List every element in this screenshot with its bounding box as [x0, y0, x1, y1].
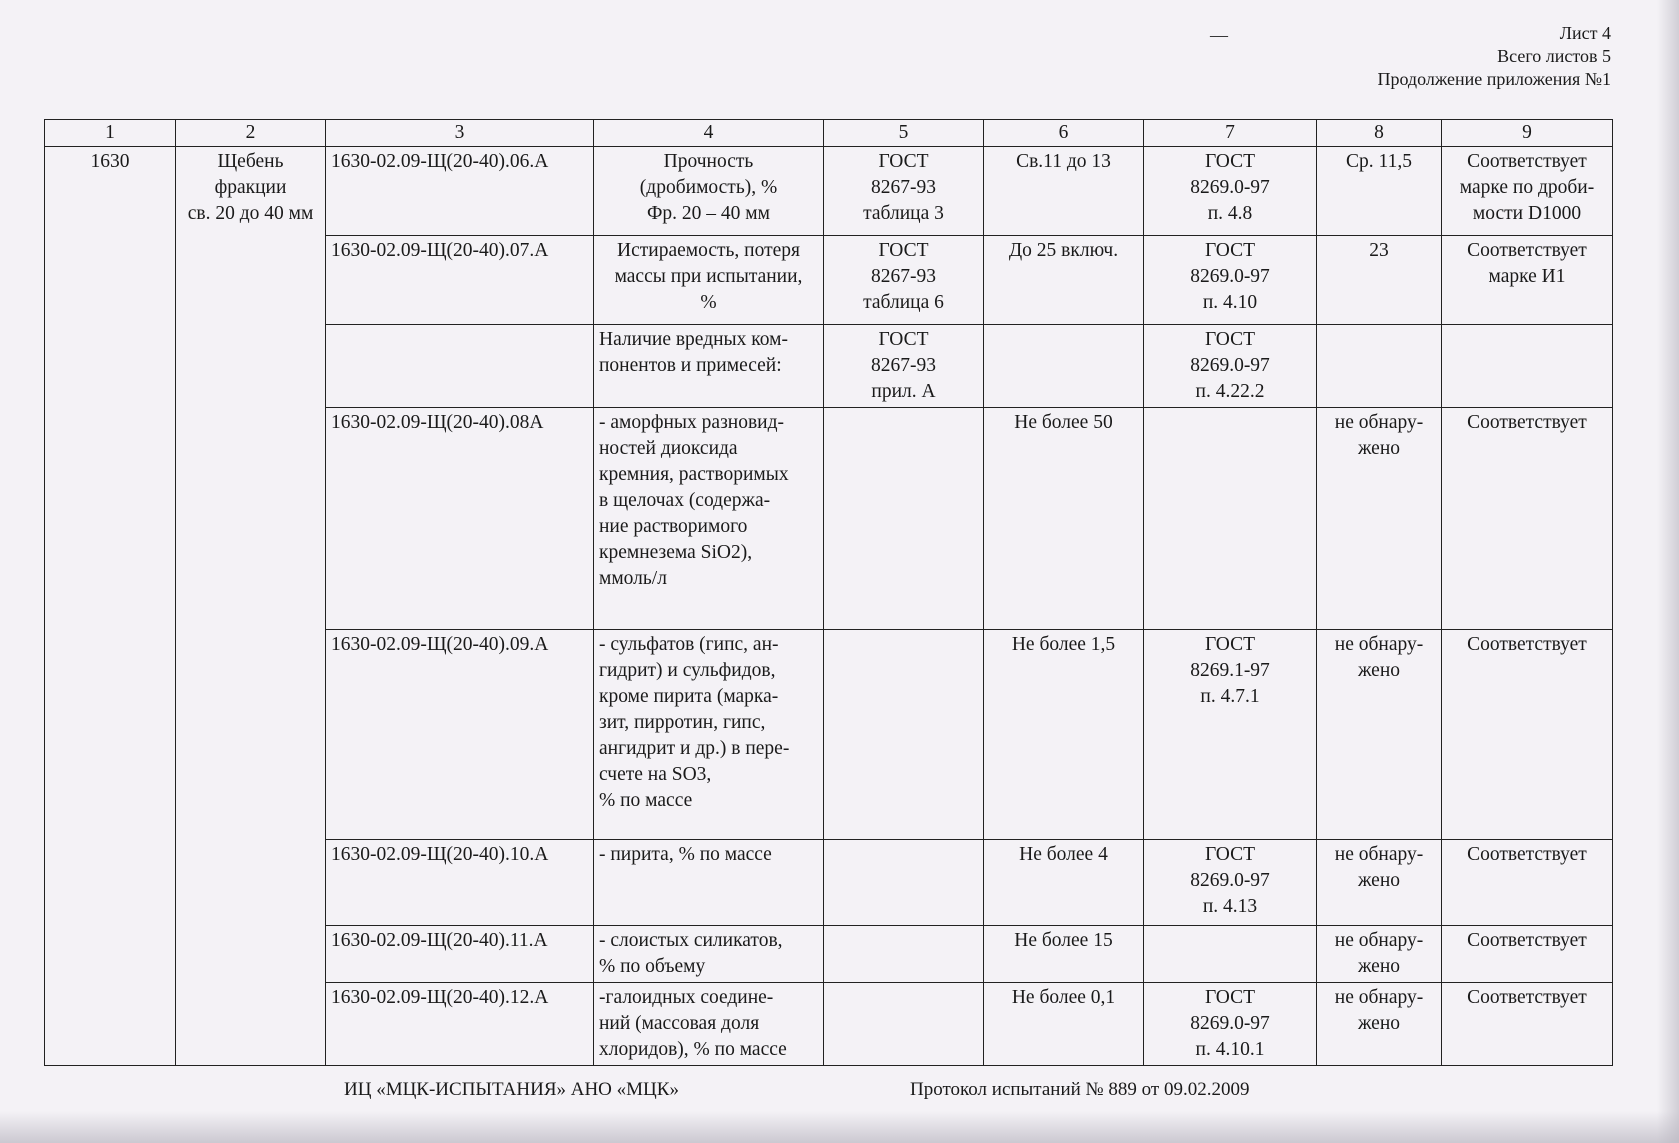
- spec-document-cell: [824, 325, 984, 408]
- conclusion-line: мости D1000: [1472, 203, 1582, 224]
- requirement-cell: [984, 147, 1144, 236]
- appendix-continuation: Продолжение приложения №1: [1377, 69, 1611, 89]
- conclusion-cell: [1442, 147, 1613, 236]
- conclusion-cell: [1442, 236, 1613, 325]
- conclusion-line: Соответствует: [1467, 930, 1587, 951]
- result-cell: [1317, 983, 1442, 1066]
- method-document-cell: [1144, 630, 1317, 840]
- total-sheets: Всего листов 5: [1497, 46, 1611, 66]
- sample-code-cell: [326, 408, 594, 630]
- conclusion-line: Соответствует: [1467, 412, 1587, 433]
- characteristic-cell: [594, 983, 824, 1066]
- characteristic-cell: [594, 630, 824, 840]
- column-number: 9: [1442, 120, 1613, 147]
- requirement-value: До 25 включ.: [1008, 240, 1119, 261]
- spec-document-line: 8267-93: [871, 177, 936, 198]
- conclusion-line: Соответствует: [1467, 844, 1587, 865]
- column-number: 3: [326, 120, 594, 147]
- characteristic-line: - аморфных разновид-: [599, 412, 785, 433]
- column-number: 7: [1144, 120, 1317, 147]
- requirement-cell: [984, 325, 1144, 408]
- characteristic-line: кремнезема SiO2),: [599, 542, 753, 563]
- table-body: [45, 147, 1613, 1066]
- method-document-line: ГОСТ: [1204, 987, 1256, 1008]
- sample-code: 1630-02.09-Щ(20-40).11.А: [331, 930, 548, 951]
- result-cell: [1317, 630, 1442, 840]
- requirement-value: Не более 15: [1014, 930, 1113, 951]
- result-value: не обнару- жено: [1334, 634, 1424, 681]
- result-cell: [1317, 840, 1442, 926]
- characteristic-line: ний (массовая доля: [599, 1013, 760, 1034]
- result-cell: [1317, 408, 1442, 630]
- product-name-line: Щебень: [217, 151, 284, 172]
- conclusion-line: Соответствует: [1467, 634, 1587, 655]
- product-cell: [176, 147, 326, 1066]
- requirement-value: Св.11 до 13: [1016, 151, 1111, 172]
- characteristic-line: ммоль/л: [599, 568, 667, 589]
- characteristic-line: -галоидных соедине-: [599, 987, 774, 1008]
- method-document-cell: [1144, 147, 1317, 236]
- conclusion-line: Соответствует: [1467, 240, 1587, 261]
- sample-code: 1630-02.09-Щ(20-40).08А: [331, 412, 544, 433]
- characteristic-line: %: [700, 292, 717, 313]
- spec-document-cell: [824, 236, 984, 325]
- method-document-line: п. 4.8: [1207, 203, 1253, 224]
- requirement-value: Не более 4: [1019, 844, 1108, 865]
- spec-document-line: ГОСТ: [878, 151, 929, 172]
- characteristic-line: гидрит) и сульфидов,: [599, 660, 776, 681]
- conclusion-cell: [1442, 926, 1613, 983]
- column-number: 8: [1317, 120, 1442, 147]
- spec-document-cell: [824, 840, 984, 926]
- spec-document-line: таблица 6: [863, 292, 944, 313]
- method-document-cell: [1144, 840, 1317, 926]
- product-name-line: фракции: [214, 177, 287, 198]
- requirement-cell: [984, 840, 1144, 926]
- sample-code-cell: [326, 236, 594, 325]
- scan-shadow-bottom: [0, 1111, 1679, 1143]
- spec-document-cell: [824, 408, 984, 630]
- conclusion-cell: [1442, 325, 1613, 408]
- column-number: 2: [176, 120, 326, 147]
- result-cell: [1317, 926, 1442, 983]
- conclusion-cell: [1442, 630, 1613, 840]
- conclusion-cell: [1442, 983, 1613, 1066]
- method-document-line: п. 4.13: [1202, 896, 1258, 917]
- sample-code: 1630-02.09-Щ(20-40).10.А: [331, 844, 549, 865]
- characteristic-line: - пирита, % по массе: [599, 844, 772, 865]
- characteristic-line: хлоридов), % по массе: [599, 1039, 787, 1060]
- sample-code-cell: [326, 325, 594, 408]
- conclusion-line: Соответствует: [1467, 151, 1587, 172]
- method-document-line: ГОСТ: [1204, 151, 1256, 172]
- spec-document-cell: [824, 630, 984, 840]
- characteristic-line: кроме пирита (марка-: [599, 686, 779, 707]
- requirement-cell: [984, 630, 1144, 840]
- characteristic-cell: [594, 236, 824, 325]
- requirement-cell: [984, 408, 1144, 630]
- characteristic-cell: [594, 840, 824, 926]
- conclusion-line: марке И1: [1488, 266, 1566, 287]
- result-value: Ср. 11,5: [1346, 151, 1412, 172]
- characteristic-line: Фр. 20 – 40 мм: [647, 203, 770, 224]
- column-number-row: [45, 120, 1613, 147]
- characteristic-line: % по объему: [599, 956, 706, 977]
- column-number: 4: [594, 120, 824, 147]
- method-document-line: 8269.0-97: [1190, 266, 1270, 287]
- requirement-cell: [984, 983, 1144, 1066]
- group-number-cell: [45, 147, 176, 1066]
- requirement-value: Не более 50: [1014, 412, 1113, 433]
- characteristic-line: кремния, растворимых: [599, 464, 789, 485]
- method-document-line: п. 4.7.1: [1200, 686, 1260, 707]
- page-header: [1377, 22, 1611, 91]
- method-document-line: ГОСТ: [1204, 240, 1256, 261]
- column-number: 5: [824, 120, 984, 147]
- characteristic-cell: [594, 325, 824, 408]
- characteristic-line: Наличие вредных ком-: [599, 329, 788, 350]
- sample-code-cell: [326, 630, 594, 840]
- characteristic-line: понентов и примесей:: [599, 355, 782, 376]
- method-document-line: ГОСТ: [1204, 844, 1256, 865]
- method-document-cell: [1144, 236, 1317, 325]
- sample-code-cell: [326, 147, 594, 236]
- method-document-line: 8269.0-97: [1190, 870, 1270, 891]
- characteristic-line: (дробимость), %: [639, 177, 778, 198]
- scan-shadow-right: [1657, 0, 1679, 1143]
- requirement-cell: [984, 236, 1144, 325]
- characteristic-line: - слоистых силикатов,: [599, 930, 783, 951]
- method-document-line: 8269.0-97: [1190, 355, 1270, 376]
- column-number: 6: [984, 120, 1144, 147]
- characteristic-line: ангидрит и др.) в пере-: [599, 738, 790, 759]
- conclusion-line: Соответствует: [1467, 987, 1587, 1008]
- test-results-table: [44, 119, 1613, 1066]
- characteristic-line: массы при испытании,: [614, 266, 803, 287]
- requirement-value: Не более 1,5: [1011, 634, 1116, 655]
- result-cell: [1317, 325, 1442, 408]
- sheet-number: Лист 4: [1559, 23, 1611, 43]
- characteristic-line: ностей диоксида: [599, 438, 738, 459]
- spec-document-line: таблица 3: [863, 203, 944, 224]
- conclusion-cell: [1442, 408, 1613, 630]
- footer-organization: ИЦ «МЦК-ИСПЫТАНИЯ» АНО «МЦК»: [344, 1079, 679, 1100]
- method-document-line: ГОСТ: [1204, 634, 1256, 655]
- sample-code: 1630-02.09-Щ(20-40).12.А: [331, 987, 549, 1008]
- method-document-cell: [1144, 983, 1317, 1066]
- method-document-line: 8269.0-97: [1190, 1013, 1270, 1034]
- characteristic-cell: [594, 408, 824, 630]
- footer-protocol-number: Протокол испытаний № 889 от 09.02.2009: [910, 1079, 1250, 1100]
- characteristic-cell: [594, 147, 824, 236]
- result-cell: [1317, 236, 1442, 325]
- result-value: 23: [1369, 240, 1389, 261]
- method-document-line: 8269.1-97: [1190, 660, 1270, 681]
- column-number: 1: [45, 120, 176, 147]
- requirement-cell: [984, 926, 1144, 983]
- sample-code: 1630-02.09-Щ(20-40).07.А: [331, 240, 549, 261]
- spec-document-cell: [824, 147, 984, 236]
- method-document-cell: [1144, 408, 1317, 630]
- product-name-line: св. 20 до 40 мм: [187, 203, 314, 224]
- requirement-value: Не более 0,1: [1011, 987, 1116, 1008]
- method-document-cell: [1144, 926, 1317, 983]
- result-value: не обнару- жено: [1334, 930, 1424, 977]
- characteristic-line: счете на SO3,: [599, 764, 712, 785]
- conclusion-line: марке по дроби-: [1459, 177, 1595, 198]
- table-row: [45, 147, 1613, 236]
- characteristic-line: зит, пирротин, гипс,: [599, 712, 766, 733]
- method-document-line: ГОСТ: [1204, 329, 1256, 350]
- conclusion-cell: [1442, 840, 1613, 926]
- method-document-cell: [1144, 325, 1317, 408]
- result-cell: [1317, 147, 1442, 236]
- characteristic-line: в щелочах (содержа-: [599, 490, 771, 511]
- characteristic-cell: [594, 926, 824, 983]
- sample-code-cell: [326, 983, 594, 1066]
- scan-dash-mark: —: [1210, 25, 1228, 45]
- characteristic-line: ние растворимого: [599, 516, 748, 537]
- spec-document-cell: [824, 926, 984, 983]
- characteristic-line: - сульфатов (гипс, ан-: [599, 634, 779, 655]
- group-number: 1630: [90, 151, 130, 172]
- spec-document-line: прил. А: [871, 381, 936, 402]
- result-value: не обнару- жено: [1334, 412, 1424, 459]
- sample-code: 1630-02.09-Щ(20-40).09.А: [331, 634, 549, 655]
- spec-document-line: 8267-93: [871, 266, 936, 287]
- method-document-line: п. 4.22.2: [1195, 381, 1265, 402]
- spec-document-line: 8267-93: [871, 355, 936, 376]
- spec-document-cell: [824, 983, 984, 1066]
- spec-document-line: ГОСТ: [878, 329, 929, 350]
- sample-code-cell: [326, 840, 594, 926]
- sample-code: 1630-02.09-Щ(20-40).06.А: [331, 151, 549, 172]
- result-value: не обнару- жено: [1334, 987, 1424, 1034]
- sample-code-cell: [326, 926, 594, 983]
- method-document-line: п. 4.10.1: [1195, 1039, 1265, 1060]
- spec-document-line: ГОСТ: [878, 240, 929, 261]
- characteristic-line: Истираемость, потеря: [617, 240, 800, 261]
- characteristic-line: % по массе: [599, 790, 693, 811]
- method-document-line: п. 4.10: [1202, 292, 1258, 313]
- result-value: не обнару- жено: [1334, 844, 1424, 891]
- method-document-line: 8269.0-97: [1190, 177, 1270, 198]
- characteristic-line: Прочность: [663, 151, 754, 172]
